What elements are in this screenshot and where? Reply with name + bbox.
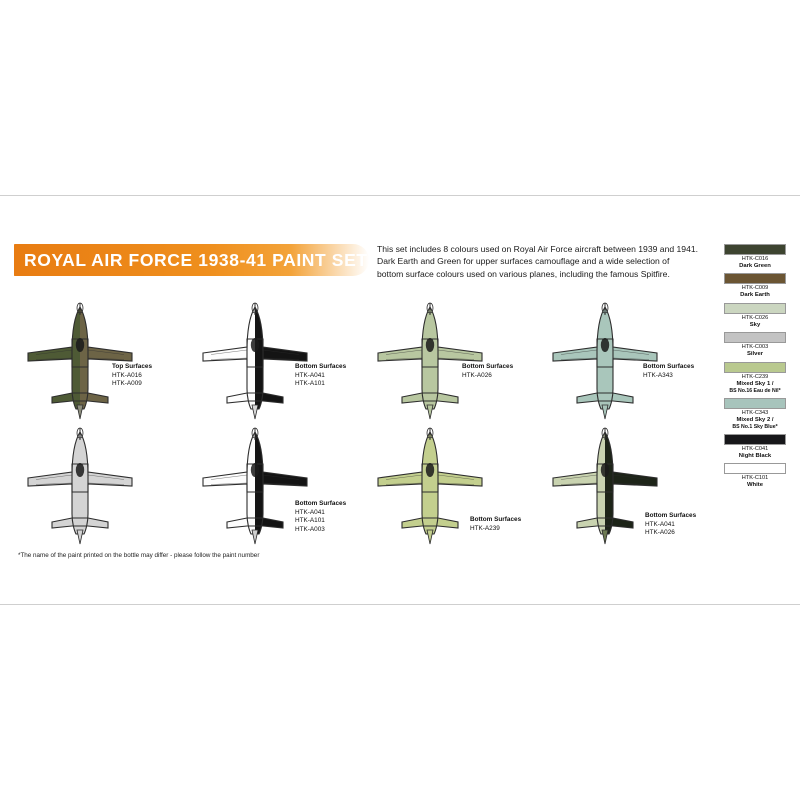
- aircraft-top-view: [545, 301, 665, 421]
- swatch-column: [724, 244, 788, 492]
- paint-code: HTK-A003: [295, 525, 325, 533]
- plane-caption: [295, 500, 346, 534]
- swatch-color-chip: [724, 244, 786, 255]
- plane-1: [20, 301, 140, 421]
- caption-title: Bottom Surfaces: [643, 363, 695, 370]
- page-title: ROYAL AIR FORCE 1938-41 PAINT SET: [24, 249, 368, 270]
- paint-code: HTK-A101: [295, 380, 325, 388]
- paint-swatch: [724, 273, 786, 299]
- plane-grid: [12, 301, 712, 551]
- swatch-code: HTK-C041: [741, 445, 769, 452]
- plane-3: [370, 301, 490, 421]
- swatch-color-chip: [724, 434, 786, 445]
- swatch-color-chip: [724, 362, 786, 373]
- swatch-code: HTK-C026: [741, 314, 769, 321]
- swatch-name: Mixed Sky 2 /: [736, 416, 774, 423]
- aircraft-top-view: [20, 426, 140, 546]
- swatch-code: HTK-C016: [741, 256, 769, 262]
- swatch-color-chip: [724, 463, 786, 474]
- paint-set-sheet: [0, 195, 800, 605]
- swatch-code: HTK-C003: [741, 344, 769, 351]
- swatch-code: HTK-C343: [741, 409, 769, 416]
- swatch-name: Sky: [749, 321, 761, 328]
- paint-swatch: [724, 362, 786, 395]
- plane-5: [20, 426, 140, 546]
- caption-title: Bottom Surfaces: [295, 500, 347, 507]
- swatch-name: Silver: [746, 351, 764, 358]
- paint-code: HTK-A026: [462, 371, 492, 379]
- plane-caption: [470, 516, 521, 533]
- swatch-name: Dark Earth: [740, 292, 770, 299]
- paint-code: HTK-A041: [645, 520, 675, 528]
- paint-code: HTK-A026: [645, 529, 675, 537]
- plane-cell: [187, 426, 362, 551]
- caption-title: Bottom Surfaces: [645, 512, 697, 519]
- swatch-code: HTK-C101: [741, 475, 769, 482]
- swatch-name: Night Black: [738, 452, 772, 459]
- intro-line-1: This set includes 8 colours used on Royal Air Force aircraft between 1939 and 1941.: [377, 244, 699, 254]
- caption-title: Bottom Surfaces: [470, 516, 522, 523]
- plane-cell: [12, 301, 187, 426]
- swatch-name-secondary: BS No.1 Sky Blue*: [732, 424, 778, 431]
- plane-4: [545, 301, 665, 421]
- paint-code: HTK-A009: [112, 380, 142, 388]
- title-banner: [14, 244, 369, 276]
- swatch-color-chip: [724, 332, 786, 343]
- paint-swatch: [724, 244, 786, 270]
- swatch-name: Dark Green: [739, 263, 771, 269]
- swatch-color-chip: [724, 398, 786, 409]
- swatch-color-chip: [724, 303, 786, 314]
- plane-caption: [462, 363, 513, 380]
- paint-swatch: [724, 303, 786, 329]
- aircraft-top-view: [195, 301, 315, 421]
- paint-swatch: [724, 398, 786, 431]
- paint-code: HTK-A016: [112, 371, 142, 379]
- caption-title: Top Surfaces: [112, 363, 153, 370]
- paint-code: HTK-A239: [470, 524, 500, 532]
- paint-code: HTK-A041: [295, 508, 325, 516]
- paint-swatch: [724, 434, 786, 460]
- caption-title: Bottom Surfaces: [295, 363, 347, 370]
- paint-code: HTK-A101: [295, 517, 325, 525]
- intro-text: [377, 243, 712, 280]
- plane-cell: [362, 301, 537, 426]
- paint-code: HTK-A041: [295, 371, 325, 379]
- swatch-name: Mixed Sky 1 /: [736, 380, 774, 387]
- intro-line-2: Dark Earth and Green for upper surfaces camouflage and a wide selection of: [377, 256, 670, 267]
- swatch-code: HTK-C239: [741, 373, 769, 380]
- caption-title: Bottom Surfaces: [462, 363, 514, 370]
- plane-cell: [187, 301, 362, 426]
- plane-caption: [295, 363, 346, 389]
- intro-line-3: bottom surface colours used on various planes, including the famous Spitfire.: [377, 268, 670, 279]
- plane-2: [195, 301, 315, 421]
- swatch-name: White: [746, 482, 764, 489]
- aircraft-top-view: [370, 301, 490, 421]
- footnote: *The name of the paint printed on the bottle may differ - please follow the paint number: [18, 552, 260, 559]
- plane-caption: [645, 512, 696, 538]
- paint-code: HTK-A343: [643, 371, 673, 379]
- plane-cell: [12, 426, 187, 551]
- paint-swatch: [724, 332, 786, 358]
- plane-cell: [362, 426, 537, 551]
- plane-caption: [112, 363, 152, 389]
- plane-caption: [643, 363, 694, 380]
- plane-cell: [537, 426, 712, 551]
- aircraft-top-view: [20, 301, 140, 421]
- swatch-name-secondary: BS No.16 Eau de Nil*: [729, 388, 781, 395]
- plane-cell: [537, 301, 712, 426]
- swatch-code: HTK-C009: [741, 285, 769, 292]
- swatch-color-chip: [724, 273, 786, 284]
- paint-swatch: [724, 463, 786, 489]
